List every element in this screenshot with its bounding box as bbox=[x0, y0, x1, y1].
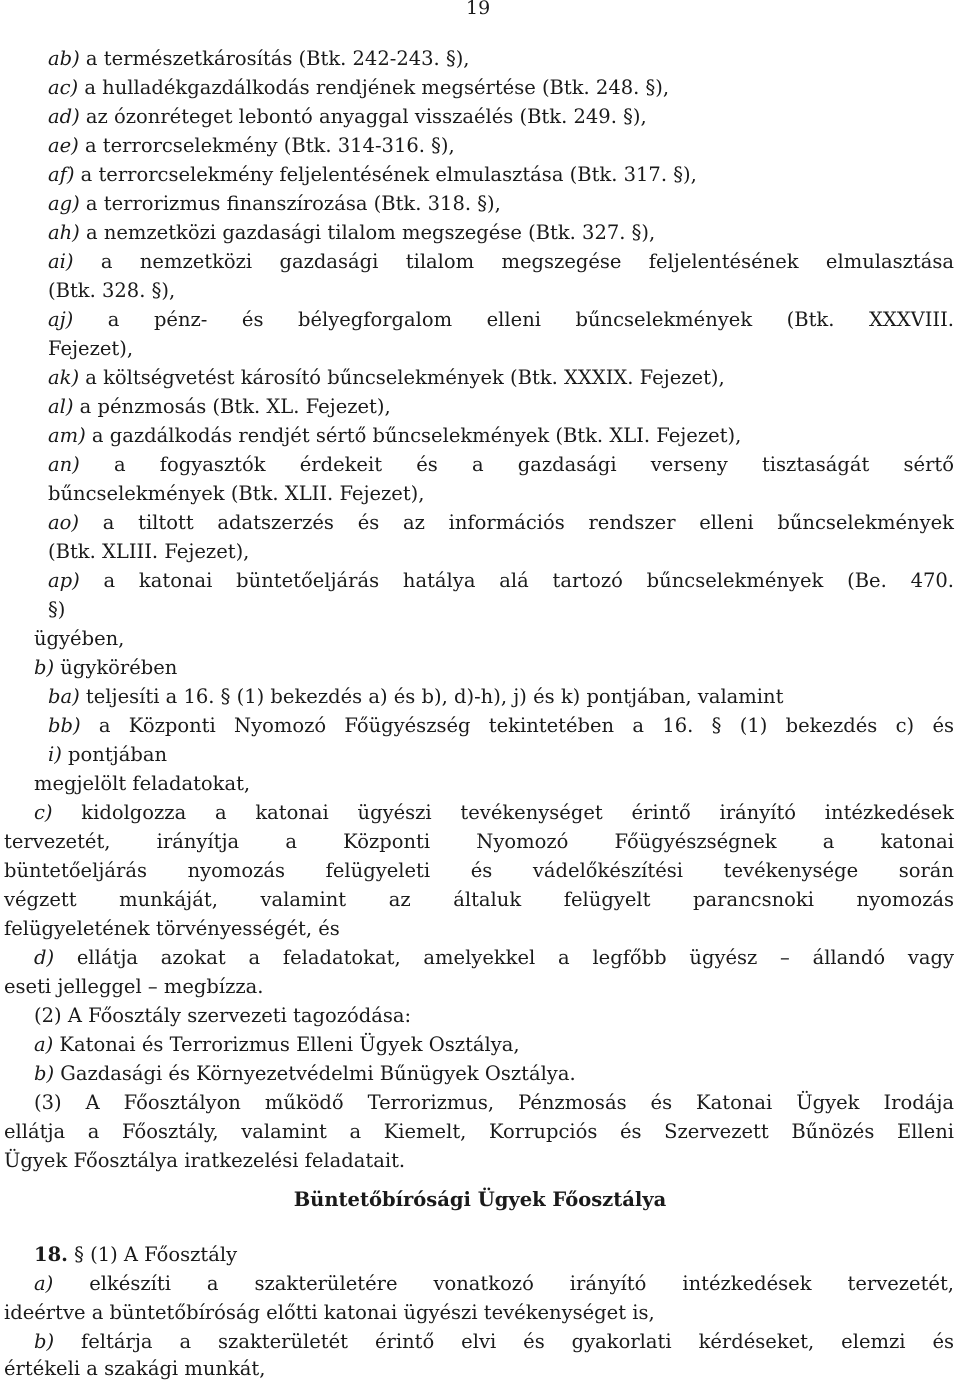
item-label: ai) bbox=[48, 250, 74, 273]
list-item bbox=[48, 161, 697, 189]
item-text: a gazdálkodás rendjét sértő bűncselekmények (Btk. XLI. Fejezet), bbox=[85, 424, 742, 447]
list-item-continuation bbox=[48, 538, 249, 566]
item-text: Fejezet), bbox=[48, 337, 134, 360]
section-start bbox=[34, 1241, 237, 1269]
item-text: bűncselekmények (Btk. XLII. Fejezet), bbox=[48, 482, 425, 505]
item-text: a terrorizmus finanszírozása (Btk. 318. §), bbox=[79, 192, 501, 215]
paragraph-line bbox=[34, 1089, 954, 1117]
item-label: ae) bbox=[48, 134, 79, 157]
list-item-continuation bbox=[48, 277, 175, 305]
item-text: elkészíti a szakterületére vonatkozó irányító intézkedések tervezetét, bbox=[53, 1272, 954, 1295]
item-text: a terrorcselekmény (Btk. 314-316. §), bbox=[78, 134, 455, 157]
item-label: ah) bbox=[48, 221, 80, 244]
list-item bbox=[34, 654, 177, 682]
item-text: ellátja azokat a feladatokat, amelyekkel a legfőbb ügyész – állandó vagy bbox=[54, 946, 954, 969]
paragraph-line bbox=[4, 1147, 405, 1175]
item-label: ag) bbox=[48, 192, 80, 215]
item-label: ak) bbox=[48, 366, 80, 389]
list-item bbox=[34, 1270, 954, 1298]
item-text: teljesíti a 16. § (1) bekezdés a) és b), d)-h), j) és k) pontjában, valamint bbox=[79, 685, 784, 708]
item-label: al) bbox=[48, 395, 74, 418]
item-text: a költségvetést károsító bűncselekmények (Btk. XXXIX. Fejezet), bbox=[79, 366, 725, 389]
item-text: a pénz- és bélyegforgalom elleni bűncselekmények (Btk. XXXVIII. bbox=[73, 308, 954, 331]
item-text: Katonai és Terrorizmus Elleni Ügyek Osztálya, bbox=[53, 1033, 520, 1056]
item-text: pontjában bbox=[61, 743, 168, 766]
item-label: c) bbox=[34, 801, 53, 824]
list-item bbox=[48, 712, 954, 740]
item-text: a hulladékgazdálkodás rendjének megsértése (Btk. 248. §), bbox=[78, 76, 670, 99]
list-item bbox=[48, 683, 783, 711]
item-label: b) bbox=[34, 1330, 55, 1353]
item-text: (Btk. 328. §), bbox=[48, 279, 176, 302]
item-text: tervezetét, irányítja a Központi Nyomozó Főügyészségnek a katonai bbox=[4, 830, 954, 853]
paragraph-line bbox=[4, 886, 954, 914]
item-label: d) bbox=[34, 946, 55, 969]
list-item-continuation bbox=[48, 480, 425, 508]
paragraph-line bbox=[4, 1355, 265, 1383]
item-label: ao) bbox=[48, 511, 79, 534]
item-label: i) bbox=[48, 743, 62, 766]
item-label: a) bbox=[34, 1033, 54, 1056]
item-label: ad) bbox=[48, 105, 80, 128]
list-item-continuation bbox=[48, 596, 65, 624]
item-text: kidolgozza a katonai ügyészi tevékenységet érintő irányító intézkedések bbox=[52, 801, 954, 824]
paragraph-line bbox=[34, 770, 250, 798]
list-item bbox=[48, 103, 647, 131]
item-text: eseti jelleggel – megbízza. bbox=[4, 975, 264, 998]
paragraph-line bbox=[4, 973, 263, 1001]
item-label: ap) bbox=[48, 569, 80, 592]
list-item bbox=[48, 364, 725, 392]
item-text: §) bbox=[48, 598, 66, 621]
item-text: Gazdasági és Környezetvédelmi Bűnügyek Osztálya. bbox=[54, 1062, 576, 1085]
paragraph-line bbox=[4, 828, 954, 856]
paragraph-line bbox=[4, 915, 340, 943]
list-item-continuation bbox=[48, 335, 133, 363]
item-text: ügyében, bbox=[34, 627, 125, 650]
section-heading: Büntetőbírósági Ügyek Főosztálya bbox=[293, 1188, 667, 1211]
item-text: feltárja a szakterületét érintő elvi és gyakorlati kérdéseket, elemzi és bbox=[54, 1330, 954, 1353]
item-text: a nemzetközi gazdasági tilalom megszegése (Btk. 327. §), bbox=[79, 221, 656, 244]
item-text: a természetkárosítás (Btk. 242-243. §), bbox=[79, 47, 470, 70]
item-label: b) bbox=[34, 1062, 55, 1085]
item-label: ba) bbox=[48, 685, 80, 708]
item-text: felügyeletének törvényességét, és bbox=[4, 917, 340, 940]
item-text: az ózonréteget lebontó anyaggal visszaélés (Btk. 249. §), bbox=[79, 105, 647, 128]
list-item-continuation bbox=[48, 741, 167, 769]
list-item bbox=[48, 45, 470, 73]
list-item bbox=[48, 248, 954, 276]
item-label: af) bbox=[48, 163, 75, 186]
list-item bbox=[48, 451, 954, 479]
paragraph-line bbox=[4, 1299, 655, 1327]
list-item bbox=[48, 567, 954, 595]
item-label: ac) bbox=[48, 76, 79, 99]
item-label: am) bbox=[48, 424, 86, 447]
paragraph-line bbox=[34, 625, 124, 653]
item-text: ügykörében bbox=[54, 656, 178, 679]
list-item bbox=[34, 1328, 954, 1356]
list-item bbox=[34, 799, 954, 827]
item-text: értékeli a szakági munkát, bbox=[4, 1357, 266, 1380]
item-label: aj) bbox=[48, 308, 74, 331]
section-number: 18. bbox=[34, 1243, 68, 1266]
list-item bbox=[34, 1060, 576, 1088]
item-text: a terrorcselekmény feljelentésének elmulasztása (Btk. 317. §), bbox=[74, 163, 697, 186]
list-item bbox=[48, 306, 954, 334]
item-text: a pénzmosás (Btk. XL. Fejezet), bbox=[73, 395, 391, 418]
list-item bbox=[48, 190, 501, 218]
paragraph-line bbox=[4, 1118, 954, 1146]
list-item bbox=[48, 509, 954, 537]
item-text: Ügyek Főosztálya iratkezelési feladatait. bbox=[4, 1149, 406, 1172]
list-item bbox=[48, 393, 391, 421]
item-label: ab) bbox=[48, 47, 80, 70]
item-label: a) bbox=[34, 1272, 54, 1295]
list-item bbox=[48, 74, 669, 102]
item-text: ellátja a Főosztály, valamint a Kiemelt, Korrupciós és Szervezett Bűnözés Elleni bbox=[4, 1120, 954, 1143]
item-text: (Btk. XLIII. Fejezet), bbox=[48, 540, 250, 563]
item-label: b) bbox=[34, 656, 55, 679]
list-item bbox=[48, 219, 655, 247]
paragraph-line bbox=[4, 857, 954, 885]
list-item bbox=[34, 1031, 520, 1059]
item-text: büntetőeljárás nyomozás felügyeleti és vádelőkészítési tevékenysége során bbox=[4, 859, 954, 882]
section-text: § (1) A Főosztály bbox=[67, 1243, 238, 1266]
list-item bbox=[34, 944, 954, 972]
paragraph-line bbox=[34, 1002, 411, 1030]
list-item bbox=[48, 132, 455, 160]
item-text: a katonai büntetőeljárás hatálya alá tartozó bűncselekmények (Be. 470. bbox=[79, 569, 954, 592]
item-text: a tiltott adatszerzés és az információs rendszer elleni bűncselekmények bbox=[78, 511, 954, 534]
item-text: ideértve a büntetőbíróság előtti katonai ügyészi tevékenységet is, bbox=[4, 1301, 655, 1324]
item-text: a Központi Nyomozó Főügyészség tekintetében a 16. § (1) bekezdés c) és bbox=[80, 714, 954, 737]
item-label: bb) bbox=[48, 714, 81, 737]
item-text: megjelölt feladatokat, bbox=[34, 772, 251, 795]
item-label: an) bbox=[48, 453, 80, 476]
item-text: végzett munkáját, valamint az általuk felügyelt parancsnoki nyomozás bbox=[4, 888, 954, 911]
item-text: a nemzetközi gazdasági tilalom megszegése feljelentésének elmulasztása bbox=[73, 250, 954, 273]
list-item bbox=[48, 422, 741, 450]
item-text: (3) A Főosztályon működő Terrorizmus, Pénzmosás és Katonai Ügyek Irodája bbox=[34, 1091, 954, 1114]
item-text: (2) A Főosztály szervezeti tagozódása: bbox=[34, 1004, 412, 1027]
page-number: 19 bbox=[466, 0, 491, 19]
item-text: a fogyasztók érdekeit és a gazdasági verseny tisztaságát sértő bbox=[79, 453, 954, 476]
